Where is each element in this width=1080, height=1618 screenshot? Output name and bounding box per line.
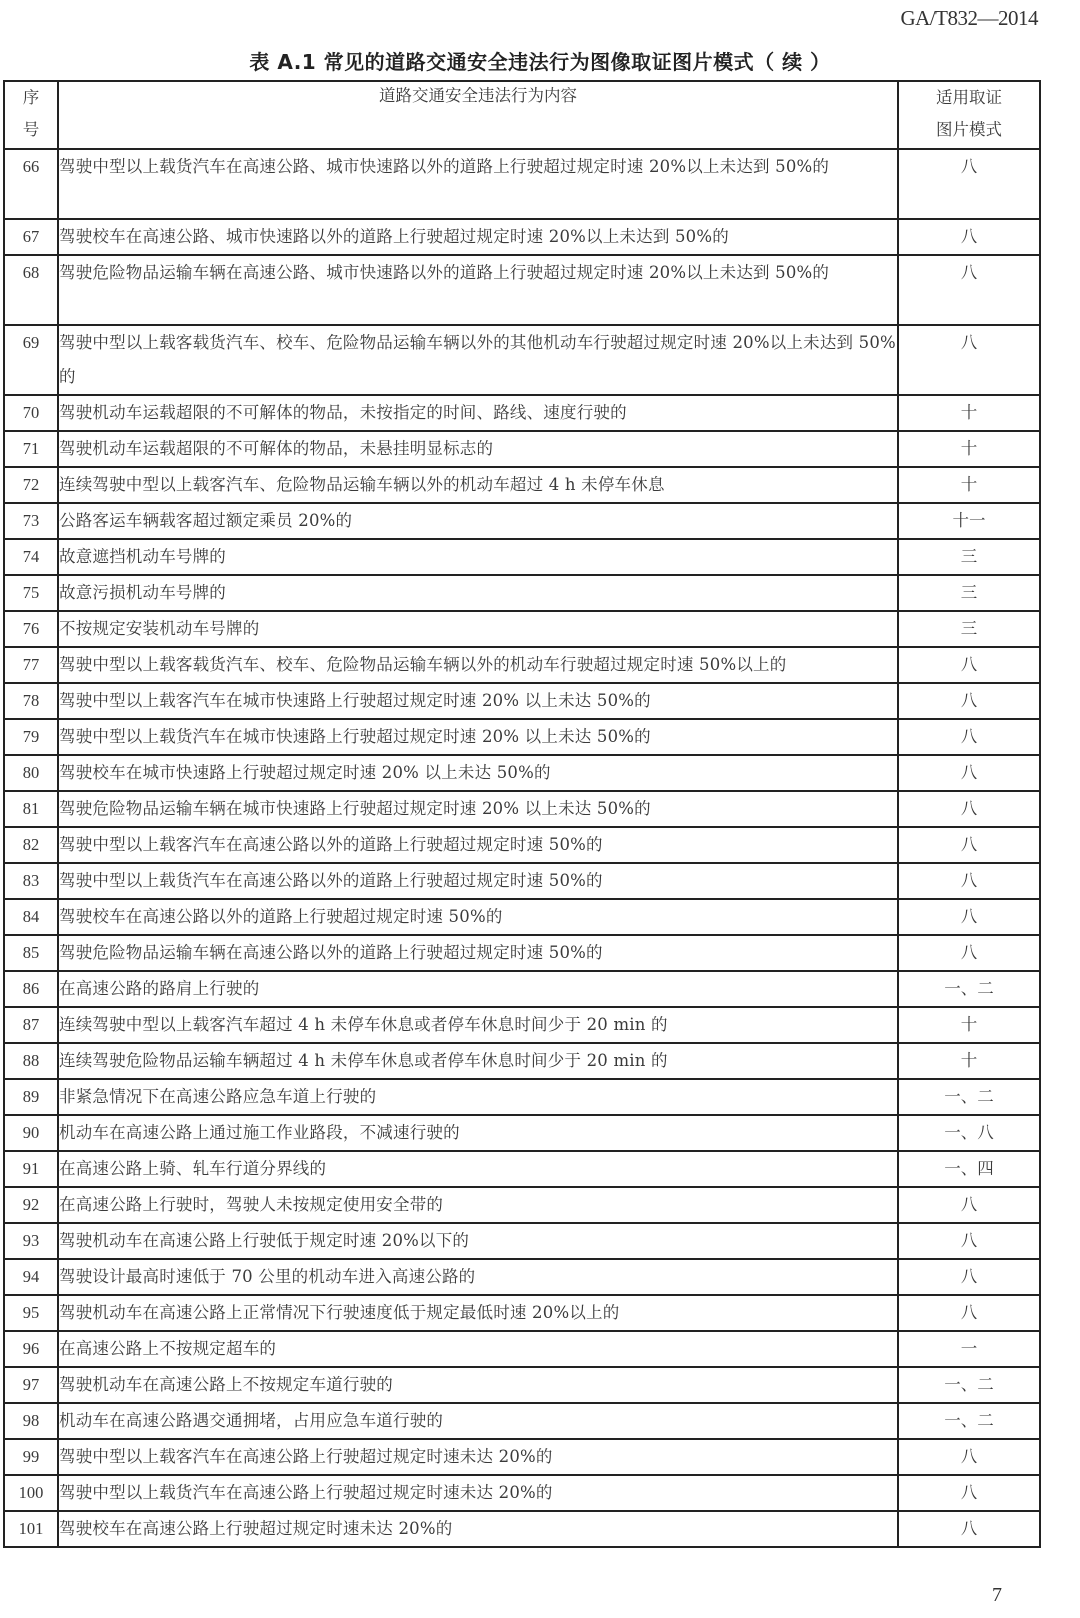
table-row bbox=[4, 899, 1040, 935]
table-row bbox=[4, 1439, 1040, 1475]
table-header-row bbox=[4, 81, 1040, 149]
violation-description: 驾驶校车在高速公路以外的道路上行驶超过规定时速 50%的 bbox=[58, 899, 898, 935]
table-row bbox=[4, 1151, 1040, 1187]
violation-description: 在高速公路上行驶时，驾驶人未按规定使用安全带的 bbox=[58, 1187, 898, 1223]
table-row bbox=[4, 1259, 1040, 1295]
evidence-mode: 十 bbox=[898, 431, 1040, 467]
violation-description: 故意污损机动车号牌的 bbox=[58, 575, 898, 611]
violation-description: 驾驶中型以上载客汽车在高速公路上行驶超过规定时速未达 20%的 bbox=[58, 1439, 898, 1475]
violation-description: 不按规定安装机动车号牌的 bbox=[58, 611, 898, 647]
violation-description: 驾驶中型以上载货汽车在高速公路、城市快速路以外的道路上行驶超过规定时速 20%以上未达到 50%的 bbox=[58, 149, 898, 219]
table-body bbox=[4, 149, 1040, 1547]
table-row bbox=[4, 827, 1040, 863]
evidence-mode: 八 bbox=[898, 647, 1040, 683]
violation-description: 驾驶危险物品运输车辆在高速公路以外的道路上行驶超过规定时速 50%的 bbox=[58, 935, 898, 971]
violation-description: 公路客运车辆载客超过额定乘员 20%的 bbox=[58, 503, 898, 539]
evidence-mode: 一、八 bbox=[898, 1115, 1040, 1151]
violation-description: 驾驶中型以上载货汽车在高速公路上行驶超过规定时速未达 20%的 bbox=[58, 1475, 898, 1511]
violation-description: 故意遮挡机动车号牌的 bbox=[58, 539, 898, 575]
row-number: 97 bbox=[4, 1367, 58, 1403]
row-number: 70 bbox=[4, 395, 58, 431]
table-title: 表 A.1 常见的道路交通安全违法行为图像取证图片模式（ 续 ） bbox=[249, 50, 831, 74]
row-number: 72 bbox=[4, 467, 58, 503]
evidence-mode: 一、二 bbox=[898, 1079, 1040, 1115]
table-row bbox=[4, 935, 1040, 971]
row-number: 94 bbox=[4, 1259, 58, 1295]
evidence-mode: 八 bbox=[898, 863, 1040, 899]
evidence-mode: 一 bbox=[898, 1331, 1040, 1367]
table-row bbox=[4, 575, 1040, 611]
table-row bbox=[4, 1079, 1040, 1115]
violation-description: 驾驶中型以上载货汽车在高速公路以外的道路上行驶超过规定时速 50%的 bbox=[58, 863, 898, 899]
row-number: 98 bbox=[4, 1403, 58, 1439]
evidence-mode: 八 bbox=[898, 935, 1040, 971]
row-number: 82 bbox=[4, 827, 58, 863]
evidence-mode: 八 bbox=[898, 683, 1040, 719]
evidence-mode: 八 bbox=[898, 219, 1040, 255]
row-number: 77 bbox=[4, 647, 58, 683]
table-row bbox=[4, 255, 1040, 325]
evidence-mode: 八 bbox=[898, 899, 1040, 935]
table-row bbox=[4, 1331, 1040, 1367]
evidence-mode: 三 bbox=[898, 611, 1040, 647]
evidence-mode: 一、四 bbox=[898, 1151, 1040, 1187]
evidence-mode: 八 bbox=[898, 1295, 1040, 1331]
evidence-mode: 八 bbox=[898, 1259, 1040, 1295]
header-number-line1: 序 bbox=[22, 88, 40, 107]
violation-description: 驾驶校车在高速公路、城市快速路以外的道路上行驶超过规定时速 20%以上未达到 50%的 bbox=[58, 219, 898, 255]
evidence-mode: 十一 bbox=[898, 503, 1040, 539]
row-number: 76 bbox=[4, 611, 58, 647]
header-mode-line2: 图片模式 bbox=[936, 120, 1002, 139]
row-number: 79 bbox=[4, 719, 58, 755]
violation-description: 驾驶机动车在高速公路上正常情况下行驶速度低于规定最低时速 20%以上的 bbox=[58, 1295, 898, 1331]
table-row bbox=[4, 647, 1040, 683]
violation-description: 驾驶机动车在高速公路上不按规定车道行驶的 bbox=[58, 1367, 898, 1403]
evidence-mode: 八 bbox=[898, 1223, 1040, 1259]
row-number: 87 bbox=[4, 1007, 58, 1043]
evidence-mode: 十 bbox=[898, 395, 1040, 431]
violation-description: 驾驶中型以上载客载货汽车、校车、危险物品运输车辆以外的机动车行驶超过规定时速 50%以上的 bbox=[58, 647, 898, 683]
evidence-mode: 八 bbox=[898, 255, 1040, 325]
violation-description: 连续驾驶中型以上载客汽车、危险物品运输车辆以外的机动车超过 4 h 未停车休息 bbox=[58, 467, 898, 503]
table-row bbox=[4, 791, 1040, 827]
violation-description: 驾驶校车在高速公路上行驶超过规定时速未达 20%的 bbox=[58, 1511, 898, 1547]
evidence-mode: 八 bbox=[898, 149, 1040, 219]
row-number: 86 bbox=[4, 971, 58, 1007]
row-number: 75 bbox=[4, 575, 58, 611]
violation-description: 驾驶危险物品运输车辆在城市快速路上行驶超过规定时速 20% 以上未达 50%的 bbox=[58, 791, 898, 827]
row-number: 69 bbox=[4, 325, 58, 395]
table-row bbox=[4, 863, 1040, 899]
violation-description: 驾驶中型以上载客汽车在高速公路以外的道路上行驶超过规定时速 50%的 bbox=[58, 827, 898, 863]
violation-description: 驾驶机动车在高速公路上行驶低于规定时速 20%以下的 bbox=[58, 1223, 898, 1259]
row-number: 84 bbox=[4, 899, 58, 935]
table-row bbox=[4, 1403, 1040, 1439]
table-row bbox=[4, 1187, 1040, 1223]
table-row bbox=[4, 1223, 1040, 1259]
violation-description: 机动车在高速公路遇交通拥堵，占用应急车道行驶的 bbox=[58, 1403, 898, 1439]
row-number: 85 bbox=[4, 935, 58, 971]
table-row bbox=[4, 719, 1040, 755]
row-number: 71 bbox=[4, 431, 58, 467]
table-row bbox=[4, 149, 1040, 219]
row-number: 91 bbox=[4, 1151, 58, 1187]
violation-description: 驾驶机动车运载超限的不可解体的物品，未按指定的时间、路线、速度行驶的 bbox=[58, 395, 898, 431]
violation-description: 驾驶设计最高时速低于 70 公里的机动车进入高速公路的 bbox=[58, 1259, 898, 1295]
row-number: 100 bbox=[4, 1475, 58, 1511]
evidence-mode: 八 bbox=[898, 1439, 1040, 1475]
violation-description: 驾驶机动车运载超限的不可解体的物品，未悬挂明显标志的 bbox=[58, 431, 898, 467]
row-number: 88 bbox=[4, 1043, 58, 1079]
evidence-mode: 八 bbox=[898, 1475, 1040, 1511]
table-row bbox=[4, 1475, 1040, 1511]
row-number: 96 bbox=[4, 1331, 58, 1367]
table-row bbox=[4, 395, 1040, 431]
row-number: 73 bbox=[4, 503, 58, 539]
evidence-mode: 一、二 bbox=[898, 1403, 1040, 1439]
table-row bbox=[4, 971, 1040, 1007]
column-header-number bbox=[4, 81, 58, 149]
evidence-mode: 一、二 bbox=[898, 1367, 1040, 1403]
evidence-mode: 十 bbox=[898, 1043, 1040, 1079]
row-number: 101 bbox=[4, 1511, 58, 1547]
row-number: 74 bbox=[4, 539, 58, 575]
violation-description: 驾驶中型以上载客载货汽车、校车、危险物品运输车辆以外的其他机动车行驶超过规定时速 20%以上未达到 50%的 bbox=[58, 325, 898, 395]
evidence-mode: 八 bbox=[898, 719, 1040, 755]
table-row bbox=[4, 539, 1040, 575]
table-row bbox=[4, 1295, 1040, 1331]
table-row bbox=[4, 1115, 1040, 1151]
table-row bbox=[4, 1007, 1040, 1043]
table-row bbox=[4, 1367, 1040, 1403]
table-row bbox=[4, 1043, 1040, 1079]
column-header-mode bbox=[898, 81, 1040, 149]
row-number: 78 bbox=[4, 683, 58, 719]
violation-description: 在高速公路上骑、轧车行道分界线的 bbox=[58, 1151, 898, 1187]
evidence-mode: 一、二 bbox=[898, 971, 1040, 1007]
evidence-mode: 十 bbox=[898, 1007, 1040, 1043]
table-row bbox=[4, 611, 1040, 647]
header-number-line2: 号 bbox=[22, 120, 40, 139]
violation-description: 驾驶中型以上载客汽车在城市快速路上行驶超过规定时速 20% 以上未达 50%的 bbox=[58, 683, 898, 719]
violation-description: 驾驶校车在城市快速路上行驶超过规定时速 20% 以上未达 50%的 bbox=[58, 755, 898, 791]
row-number: 67 bbox=[4, 219, 58, 255]
table-row bbox=[4, 683, 1040, 719]
violation-description: 在高速公路上不按规定超车的 bbox=[58, 1331, 898, 1367]
row-number: 89 bbox=[4, 1079, 58, 1115]
violations-table bbox=[3, 80, 1041, 1548]
evidence-mode: 三 bbox=[898, 575, 1040, 611]
evidence-mode: 十 bbox=[898, 467, 1040, 503]
table-row bbox=[4, 1511, 1040, 1547]
violation-description: 非紧急情况下在高速公路应急车道上行驶的 bbox=[58, 1079, 898, 1115]
violation-description: 连续驾驶中型以上载客汽车超过 4 h 未停车休息或者停车休息时间少于 20 min 的 bbox=[58, 1007, 898, 1043]
violation-description: 驾驶危险物品运输车辆在高速公路、城市快速路以外的道路上行驶超过规定时速 20%以上未达到 50%的 bbox=[58, 255, 898, 325]
evidence-mode: 八 bbox=[898, 1187, 1040, 1223]
evidence-mode: 八 bbox=[898, 755, 1040, 791]
row-number: 92 bbox=[4, 1187, 58, 1223]
evidence-mode: 八 bbox=[898, 1511, 1040, 1547]
evidence-mode: 八 bbox=[898, 791, 1040, 827]
evidence-mode: 八 bbox=[898, 325, 1040, 395]
header-mode-line1: 适用取证 bbox=[936, 88, 1002, 107]
column-header-description: 道路交通安全违法行为内容 bbox=[58, 81, 898, 149]
page-number: 7 bbox=[992, 1584, 1002, 1606]
table-row bbox=[4, 219, 1040, 255]
row-number: 99 bbox=[4, 1439, 58, 1475]
table-row bbox=[4, 431, 1040, 467]
table-row bbox=[4, 755, 1040, 791]
row-number: 93 bbox=[4, 1223, 58, 1259]
row-number: 81 bbox=[4, 791, 58, 827]
row-number: 95 bbox=[4, 1295, 58, 1331]
evidence-mode: 三 bbox=[898, 539, 1040, 575]
violation-description: 机动车在高速公路上通过施工作业路段，不减速行驶的 bbox=[58, 1115, 898, 1151]
violation-description: 在高速公路的路肩上行驶的 bbox=[58, 971, 898, 1007]
evidence-mode: 八 bbox=[898, 827, 1040, 863]
table-row bbox=[4, 467, 1040, 503]
row-number: 66 bbox=[4, 149, 58, 219]
row-number: 90 bbox=[4, 1115, 58, 1151]
row-number: 83 bbox=[4, 863, 58, 899]
row-number: 68 bbox=[4, 255, 58, 325]
table-row bbox=[4, 325, 1040, 395]
document-code: GA/T832—2014 bbox=[900, 6, 1038, 30]
violation-description: 驾驶中型以上载货汽车在城市快速路上行驶超过规定时速 20% 以上未达 50%的 bbox=[58, 719, 898, 755]
table-row bbox=[4, 503, 1040, 539]
violation-description: 连续驾驶危险物品运输车辆超过 4 h 未停车休息或者停车休息时间少于 20 min 的 bbox=[58, 1043, 898, 1079]
row-number: 80 bbox=[4, 755, 58, 791]
